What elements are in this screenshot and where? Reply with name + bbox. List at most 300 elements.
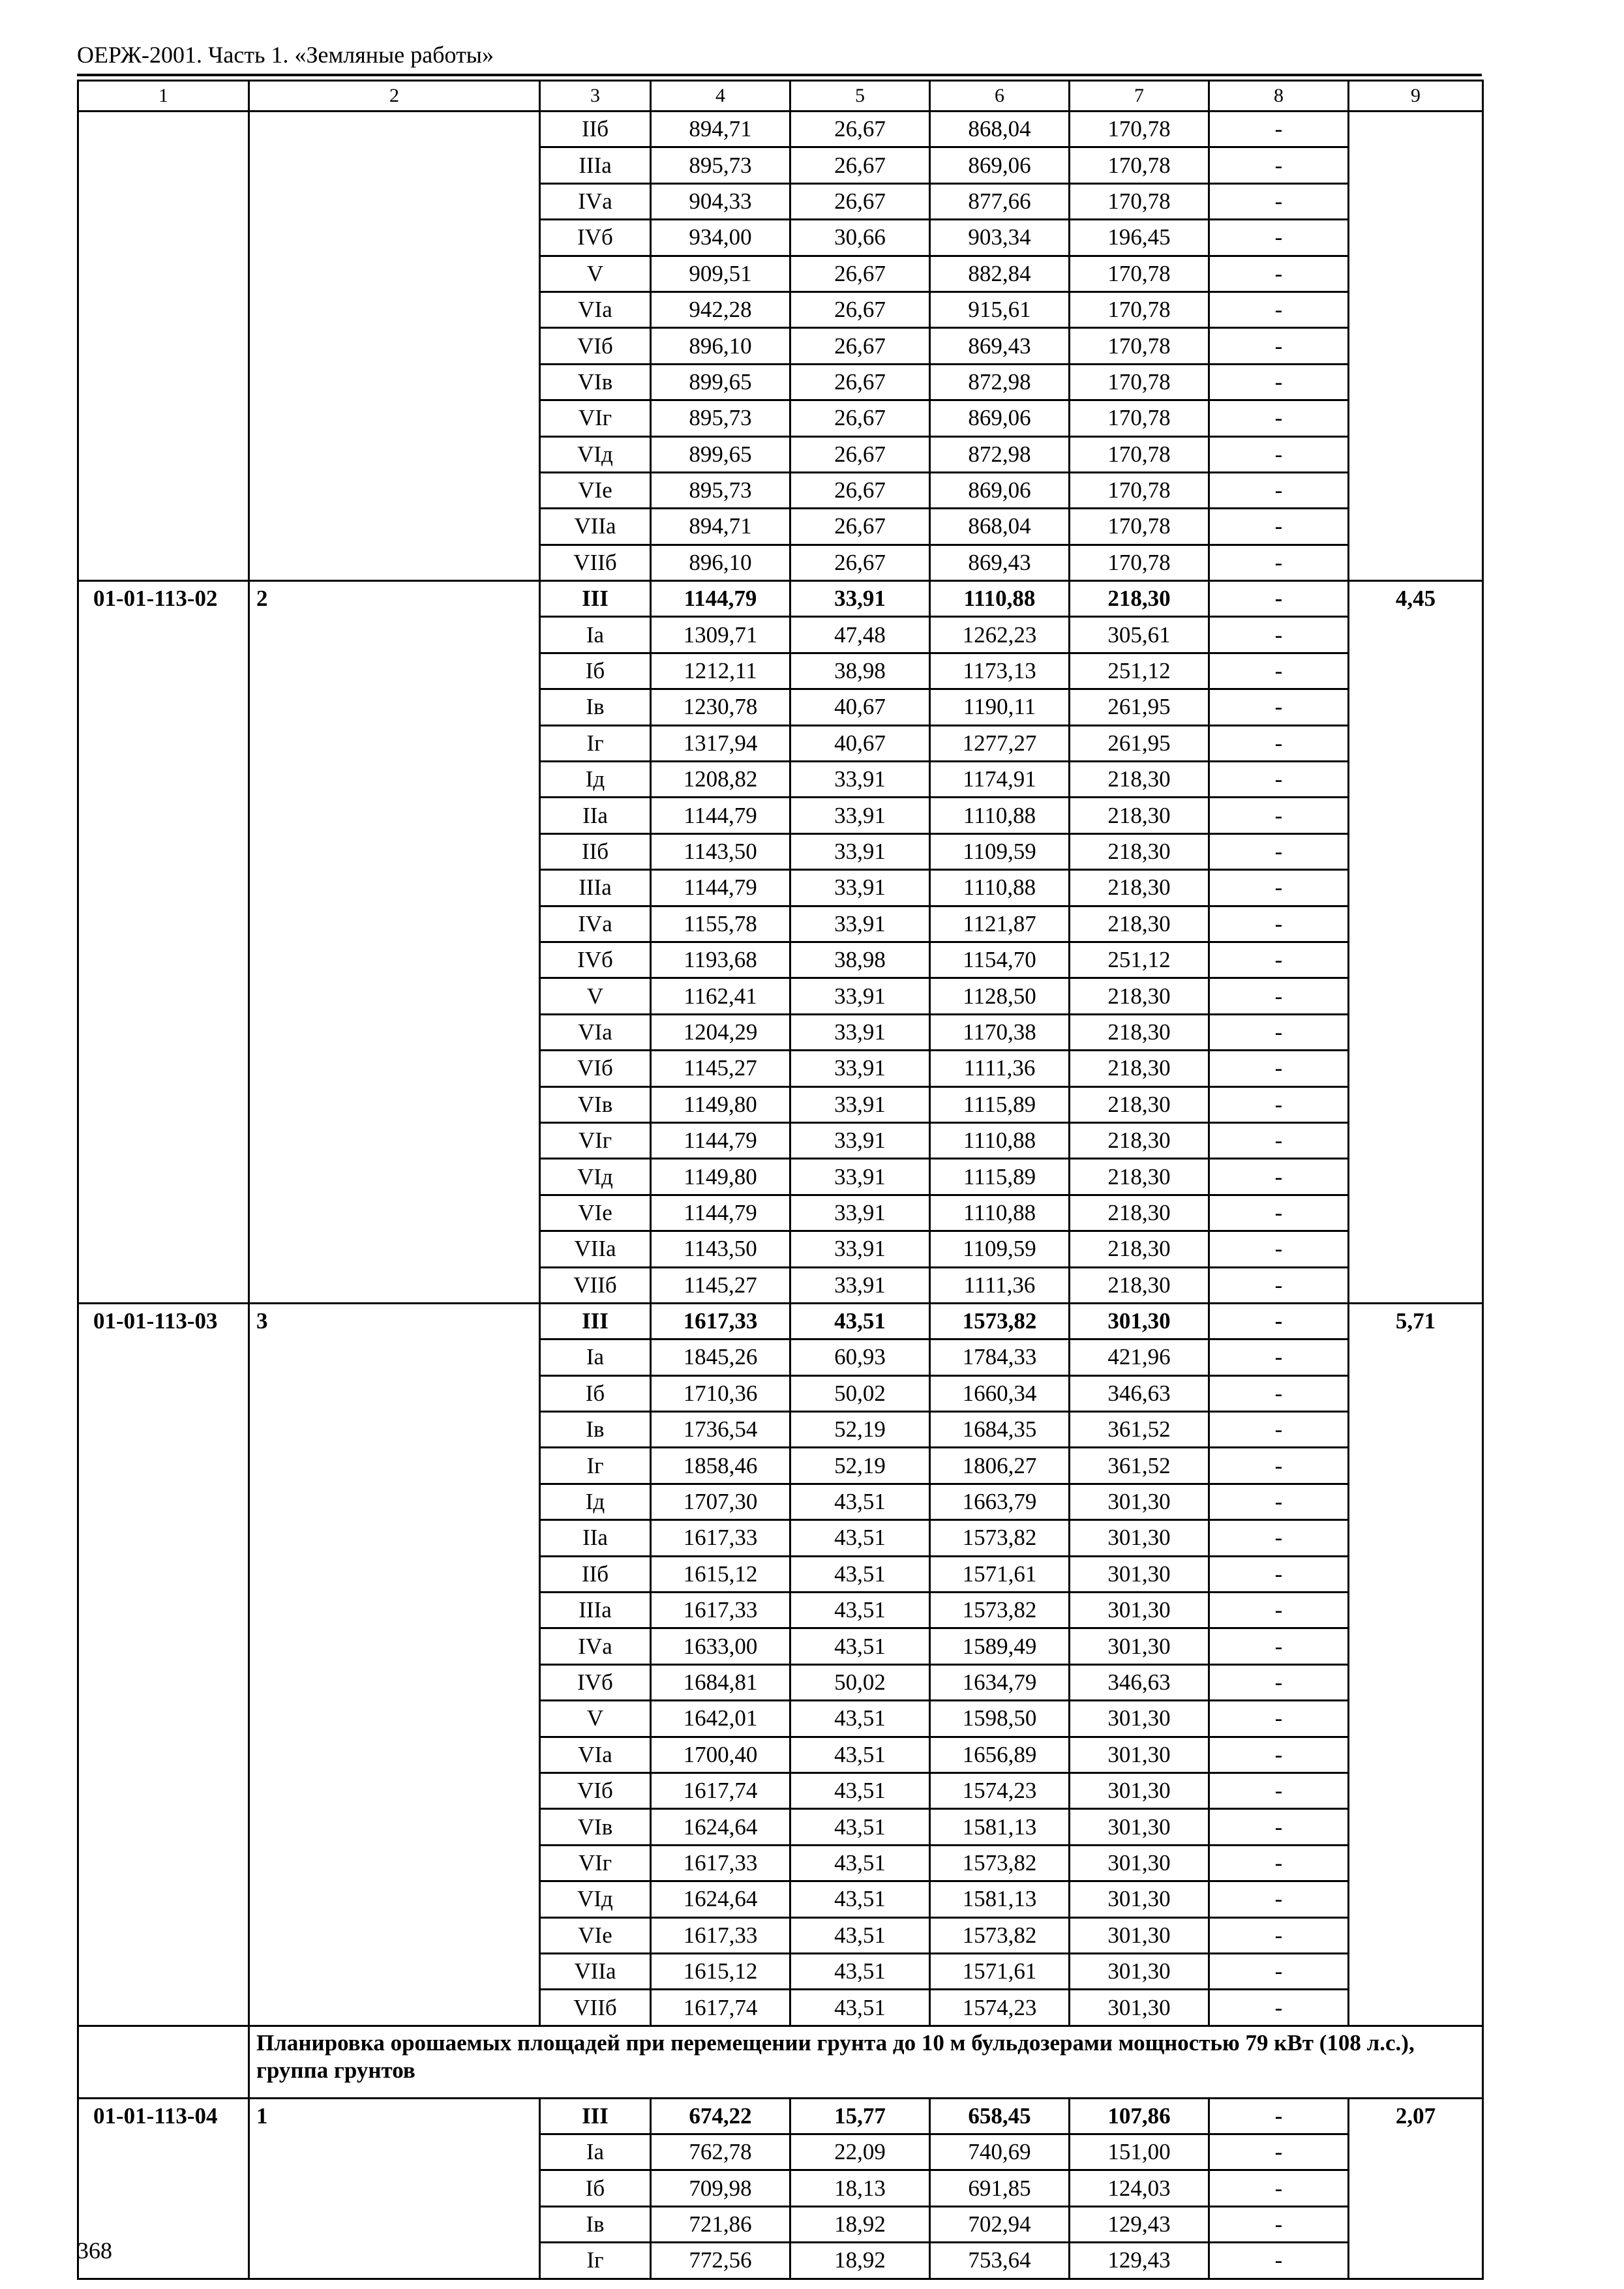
data-cell: VIв xyxy=(540,1086,651,1122)
data-cell: VIг xyxy=(540,400,651,436)
data-cell: 196,45 xyxy=(1070,220,1209,256)
data-cell: 1581,13 xyxy=(930,1809,1070,1845)
data-cell: IVб xyxy=(540,220,651,256)
data-cell: VIг xyxy=(540,1845,651,1881)
data-cell: 301,30 xyxy=(1070,1593,1209,1628)
data-cell: 301,30 xyxy=(1070,1990,1209,2026)
data-cell: 1262,23 xyxy=(930,617,1070,653)
data-cell: 877,66 xyxy=(930,183,1070,219)
data-cell: VIа xyxy=(540,1014,651,1050)
data-cell: 1110,88 xyxy=(930,870,1070,906)
data-cell: 33,91 xyxy=(790,1122,930,1158)
table-row xyxy=(78,2098,1483,2134)
data-cell: 33,91 xyxy=(790,1267,930,1303)
data-cell: - xyxy=(1209,762,1349,798)
data-cell: 261,95 xyxy=(1070,689,1209,725)
data-cell: 22,09 xyxy=(790,2134,930,2170)
data-cell: 1581,13 xyxy=(930,1881,1070,1917)
data-cell: 218,30 xyxy=(1070,833,1209,869)
data-cell: 1806,27 xyxy=(930,1448,1070,1484)
data-cell: 1642,01 xyxy=(651,1701,790,1737)
data-cell: 868,04 xyxy=(930,112,1070,147)
data-cell: Iг xyxy=(540,1448,651,1484)
data-cell: 915,61 xyxy=(930,292,1070,327)
data-cell: Iг xyxy=(540,725,651,761)
data-cell: 1573,82 xyxy=(930,1520,1070,1556)
data-cell: 1173,13 xyxy=(930,653,1070,689)
data-cell: 1660,34 xyxy=(930,1375,1070,1411)
data-cell: - xyxy=(1209,833,1349,869)
data-cell: - xyxy=(1209,870,1349,906)
data-cell: 26,67 xyxy=(790,364,930,400)
data-cell: Iд xyxy=(540,1484,651,1519)
data-cell: 301,30 xyxy=(1070,1556,1209,1592)
data-cell: 26,67 xyxy=(790,472,930,508)
data-cell: VIд xyxy=(540,436,651,472)
data-cell: 170,78 xyxy=(1070,147,1209,183)
data-cell: 1634,79 xyxy=(930,1664,1070,1700)
data-cell: 52,19 xyxy=(790,1412,930,1448)
data-cell: 869,06 xyxy=(930,147,1070,183)
data-cell: 1121,87 xyxy=(930,906,1070,942)
data-cell: 1656,89 xyxy=(930,1737,1070,1773)
data-cell: 1617,33 xyxy=(651,1917,790,1953)
data-cell: - xyxy=(1209,689,1349,725)
data-cell: 26,67 xyxy=(790,400,930,436)
data-cell: 869,43 xyxy=(930,545,1070,580)
data-cell: 1111,36 xyxy=(930,1051,1070,1086)
data-cell: 26,67 xyxy=(790,328,930,364)
data-cell: 301,30 xyxy=(1070,1881,1209,1917)
data-cell: 218,30 xyxy=(1070,581,1209,617)
data-cell: Iг xyxy=(540,2243,651,2279)
data-cell: III xyxy=(540,1303,651,1339)
data-cell: VIг xyxy=(540,1122,651,1158)
data-cell: 170,78 xyxy=(1070,112,1209,147)
data-cell: IVб xyxy=(540,1664,651,1700)
data-cell: 43,51 xyxy=(790,1917,930,1953)
data-cell: - xyxy=(1209,1339,1349,1375)
data-cell: VIIб xyxy=(540,545,651,580)
section-title: Планировка орошаемых площадей при перемещении грунта до 10 м бульдозерами мощностью 79 кВт (108 л.с.), группа грунтов xyxy=(249,2026,1483,2098)
data-cell: 170,78 xyxy=(1070,292,1209,327)
data-cell: - xyxy=(1209,2206,1349,2242)
data-cell: 361,52 xyxy=(1070,1448,1209,1484)
data-cell: 43,51 xyxy=(790,1556,930,1592)
data-cell: 1109,59 xyxy=(930,833,1070,869)
data-cell: 301,30 xyxy=(1070,1809,1209,1845)
data-cell: - xyxy=(1209,906,1349,942)
data-cell: 1573,82 xyxy=(930,1917,1070,1953)
data-cell: 129,43 xyxy=(1070,2206,1209,2242)
data-cell: VIIб xyxy=(540,1267,651,1303)
data-cell: 1684,35 xyxy=(930,1412,1070,1448)
data-cell: 107,86 xyxy=(1070,2098,1209,2134)
data-cell: - xyxy=(1209,1701,1349,1737)
data-cell: VIб xyxy=(540,1773,651,1808)
data-cell: - xyxy=(1209,581,1349,617)
data-cell: IVа xyxy=(540,183,651,219)
data-cell: - xyxy=(1209,436,1349,472)
data-cell: 170,78 xyxy=(1070,400,1209,436)
data-cell: 26,67 xyxy=(790,436,930,472)
data-cell: 301,30 xyxy=(1070,1917,1209,1953)
code-cell: 01-01-113-02 xyxy=(78,581,249,1304)
data-cell: 43,51 xyxy=(790,1953,930,1989)
data-cell: 1149,80 xyxy=(651,1086,790,1122)
data-cell: 18,92 xyxy=(790,2243,930,2279)
data-cell: - xyxy=(1209,1231,1349,1267)
data-cell: 301,30 xyxy=(1070,1628,1209,1664)
data-cell: V xyxy=(540,978,651,1014)
data-cell: 18,13 xyxy=(790,2170,930,2206)
data-cell: - xyxy=(1209,2170,1349,2206)
data-cell: - xyxy=(1209,1014,1349,1050)
data-cell: - xyxy=(1209,1412,1349,1448)
data-cell: IIб xyxy=(540,112,651,147)
data-cell: 1155,78 xyxy=(651,906,790,942)
data-cell: VIб xyxy=(540,1051,651,1086)
code-cell: 01-01-113-03 xyxy=(78,1303,249,2026)
data-cell: 1208,82 xyxy=(651,762,790,798)
data-cell: 33,91 xyxy=(790,1086,930,1122)
data-cell: 1663,79 xyxy=(930,1484,1070,1519)
column-number: 9 xyxy=(1349,81,1483,112)
data-cell: 60,93 xyxy=(790,1339,930,1375)
data-cell: 26,67 xyxy=(790,112,930,147)
data-cell: IVа xyxy=(540,1628,651,1664)
data-cell: - xyxy=(1209,1593,1349,1628)
data-cell: 1684,81 xyxy=(651,1664,790,1700)
data-cell: - xyxy=(1209,1303,1349,1339)
data-cell: VIIа xyxy=(540,1231,651,1267)
data-cell: IIIа xyxy=(540,1593,651,1628)
data-cell: 762,78 xyxy=(651,2134,790,2170)
data-cell: 753,64 xyxy=(930,2243,1070,2279)
data-cell: 38,98 xyxy=(790,942,930,978)
data-cell: VIе xyxy=(540,1195,651,1231)
data-cell: - xyxy=(1209,1195,1349,1231)
data-cell: - xyxy=(1209,1375,1349,1411)
data-cell: 740,69 xyxy=(930,2134,1070,2170)
data-cell: 170,78 xyxy=(1070,183,1209,219)
column-number: 6 xyxy=(930,81,1070,112)
data-cell: 170,78 xyxy=(1070,436,1209,472)
data-cell: 872,98 xyxy=(930,364,1070,400)
data-cell: 50,02 xyxy=(790,1664,930,1700)
data-cell: Iб xyxy=(540,2170,651,2206)
data-cell: Iа xyxy=(540,1339,651,1375)
data-cell: 40,67 xyxy=(790,689,930,725)
data-cell: - xyxy=(1209,147,1349,183)
data-cell: IVа xyxy=(540,906,651,942)
section-title-row xyxy=(78,2026,1483,2098)
data-cell: VIе xyxy=(540,1917,651,1953)
data-cell: - xyxy=(1209,2243,1349,2279)
data-cell: 38,98 xyxy=(790,653,930,689)
data-cell: 1571,61 xyxy=(930,1953,1070,1989)
data-cell: 869,43 xyxy=(930,328,1070,364)
column-number: 3 xyxy=(540,81,651,112)
data-cell: IIа xyxy=(540,798,651,833)
data-cell: 33,91 xyxy=(790,798,930,833)
data-cell: IIIа xyxy=(540,870,651,906)
data-cell: 1589,49 xyxy=(930,1628,1070,1664)
data-cell: 909,51 xyxy=(651,256,790,292)
data-cell: - xyxy=(1209,364,1349,400)
data-cell: 869,06 xyxy=(930,400,1070,436)
data-cell: 301,30 xyxy=(1070,1773,1209,1808)
data-cell: 30,66 xyxy=(790,220,930,256)
data-cell: 124,03 xyxy=(1070,2170,1209,2206)
table-row xyxy=(78,112,1483,147)
data-cell: 346,63 xyxy=(1070,1375,1209,1411)
data-cell: - xyxy=(1209,1845,1349,1881)
data-cell: 218,30 xyxy=(1070,1014,1209,1050)
data-cell: 33,91 xyxy=(790,906,930,942)
data-cell: 218,30 xyxy=(1070,798,1209,833)
data-cell: 43,51 xyxy=(790,1881,930,1917)
data-cell: - xyxy=(1209,2134,1349,2170)
data-cell: - xyxy=(1209,2098,1349,2134)
data-cell: - xyxy=(1209,1881,1349,1917)
data-cell: 26,67 xyxy=(790,183,930,219)
data-cell: VIв xyxy=(540,364,651,400)
data-cell: 43,51 xyxy=(790,1593,930,1628)
page-number: 368 xyxy=(77,2237,112,2264)
data-cell: 33,91 xyxy=(790,833,930,869)
data-cell: 899,65 xyxy=(651,436,790,472)
data-cell: 1144,79 xyxy=(651,870,790,906)
data-cell: 151,00 xyxy=(1070,2134,1209,2170)
data-cell: 1190,11 xyxy=(930,689,1070,725)
data-cell: - xyxy=(1209,1556,1349,1592)
data-cell: 1858,46 xyxy=(651,1448,790,1484)
data-cell: - xyxy=(1209,400,1349,436)
data-cell: 170,78 xyxy=(1070,256,1209,292)
section-spacer xyxy=(78,2026,249,2098)
data-cell: 904,33 xyxy=(651,183,790,219)
data-cell: III xyxy=(540,2098,651,2134)
data-cell: 1145,27 xyxy=(651,1051,790,1086)
data-cell: 1624,64 xyxy=(651,1881,790,1917)
data-cell: 1700,40 xyxy=(651,1737,790,1773)
data-cell: IVб xyxy=(540,942,651,978)
data-cell: 52,19 xyxy=(790,1448,930,1484)
data-cell: - xyxy=(1209,1953,1349,1989)
data-cell: 50,02 xyxy=(790,1375,930,1411)
data-cell: 18,92 xyxy=(790,2206,930,2242)
data-cell: 1617,33 xyxy=(651,1593,790,1628)
data-cell: - xyxy=(1209,1267,1349,1303)
data-cell: - xyxy=(1209,472,1349,508)
data-cell: VIе xyxy=(540,472,651,508)
data-cell: 43,51 xyxy=(790,1701,930,1737)
data-cell: 1111,36 xyxy=(930,1267,1070,1303)
data-cell: 1845,26 xyxy=(651,1339,790,1375)
data-cell: 882,84 xyxy=(930,256,1070,292)
data-cell: 1144,79 xyxy=(651,581,790,617)
page-header: ОЕРЖ-2001. Часть 1. «Земляные работы» xyxy=(77,42,494,68)
data-cell: 1193,68 xyxy=(651,942,790,978)
data-cell: 218,30 xyxy=(1070,1231,1209,1267)
data-cell: VIа xyxy=(540,292,651,327)
code-cell xyxy=(78,112,249,581)
table-row xyxy=(78,581,1483,617)
data-cell: 43,51 xyxy=(790,1303,930,1339)
table-body xyxy=(78,81,1483,2279)
data-cell: 1573,82 xyxy=(930,1593,1070,1628)
data-cell: 251,12 xyxy=(1070,653,1209,689)
column-number: 7 xyxy=(1070,81,1209,112)
data-cell: 218,30 xyxy=(1070,906,1209,942)
data-cell: Iв xyxy=(540,1412,651,1448)
data-cell: 1277,27 xyxy=(930,725,1070,761)
data-cell: 1574,23 xyxy=(930,1990,1070,2026)
data-cell: 1149,80 xyxy=(651,1159,790,1195)
data-cell: 1144,79 xyxy=(651,1122,790,1158)
data-cell: 33,91 xyxy=(790,1231,930,1267)
data-cell: 218,30 xyxy=(1070,1122,1209,1158)
data-cell: 33,91 xyxy=(790,870,930,906)
data-cell: 1784,33 xyxy=(930,1339,1070,1375)
data-cell: 218,30 xyxy=(1070,870,1209,906)
data-cell: 1110,88 xyxy=(930,1195,1070,1231)
data-cell: - xyxy=(1209,1773,1349,1808)
data-cell: - xyxy=(1209,798,1349,833)
data-cell: 1710,36 xyxy=(651,1375,790,1411)
data-cell: 301,30 xyxy=(1070,1520,1209,1556)
data-cell: 26,67 xyxy=(790,147,930,183)
data-cell: 869,06 xyxy=(930,472,1070,508)
data-cell: 43,51 xyxy=(790,1520,930,1556)
column-number: 2 xyxy=(249,81,540,112)
table-row xyxy=(78,1303,1483,1339)
data-cell: 33,91 xyxy=(790,581,930,617)
data-cell: 43,51 xyxy=(790,1990,930,2026)
data-cell: 1633,00 xyxy=(651,1628,790,1664)
data-cell: 218,30 xyxy=(1070,1086,1209,1122)
data-cell: 43,51 xyxy=(790,1628,930,1664)
data-cell: 218,30 xyxy=(1070,1159,1209,1195)
data-cell: 1110,88 xyxy=(930,1122,1070,1158)
data-cell: - xyxy=(1209,1917,1349,1953)
data-cell: - xyxy=(1209,1664,1349,1700)
data-cell: 1736,54 xyxy=(651,1412,790,1448)
data-cell: 772,56 xyxy=(651,2243,790,2279)
data-cell: - xyxy=(1209,256,1349,292)
data-cell: 868,04 xyxy=(930,509,1070,545)
data-cell: 301,30 xyxy=(1070,1953,1209,1989)
data-cell: 170,78 xyxy=(1070,472,1209,508)
data-cell: VIб xyxy=(540,328,651,364)
column-number: 1 xyxy=(78,81,249,112)
data-cell: 1617,33 xyxy=(651,1303,790,1339)
data-cell: 721,86 xyxy=(651,2206,790,2242)
data-cell: 1617,74 xyxy=(651,1773,790,1808)
data-cell: 934,00 xyxy=(651,220,790,256)
data-cell: VIIа xyxy=(540,509,651,545)
data-cell: 346,63 xyxy=(1070,1664,1209,1700)
data-cell: 301,30 xyxy=(1070,1737,1209,1773)
data-cell: 1170,38 xyxy=(930,1014,1070,1050)
data-cell: 218,30 xyxy=(1070,978,1209,1014)
total-cell: 5,71 xyxy=(1349,1303,1483,2026)
data-cell: - xyxy=(1209,725,1349,761)
data-cell: - xyxy=(1209,942,1349,978)
data-cell: - xyxy=(1209,1051,1349,1086)
data-cell: 361,52 xyxy=(1070,1412,1209,1448)
data-cell: - xyxy=(1209,509,1349,545)
data-cell: 1615,12 xyxy=(651,1953,790,1989)
data-cell: 903,34 xyxy=(930,220,1070,256)
data-cell: 674,22 xyxy=(651,2098,790,2134)
data-cell: - xyxy=(1209,1122,1349,1158)
data-cell: V xyxy=(540,1701,651,1737)
data-cell: 43,51 xyxy=(790,1773,930,1808)
column-number: 5 xyxy=(790,81,930,112)
data-cell: 1571,61 xyxy=(930,1556,1070,1592)
data-cell: - xyxy=(1209,292,1349,327)
data-cell: 26,67 xyxy=(790,545,930,580)
data-cell: 1615,12 xyxy=(651,1556,790,1592)
data-cell: 43,51 xyxy=(790,1845,930,1881)
data-cell: 1309,71 xyxy=(651,617,790,653)
data-cell: IIб xyxy=(540,1556,651,1592)
data-cell: 33,91 xyxy=(790,762,930,798)
data-cell: 894,71 xyxy=(651,112,790,147)
data-cell: - xyxy=(1209,183,1349,219)
data-cell: 894,71 xyxy=(651,509,790,545)
header-rule xyxy=(77,74,1482,76)
data-cell: 33,91 xyxy=(790,1014,930,1050)
data-cell: 170,78 xyxy=(1070,328,1209,364)
data-cell: Iд xyxy=(540,762,651,798)
data-cell: 33,91 xyxy=(790,1195,930,1231)
data-cell: VIд xyxy=(540,1159,651,1195)
data-cell: - xyxy=(1209,617,1349,653)
data-cell: - xyxy=(1209,1159,1349,1195)
data-cell: VIв xyxy=(540,1809,651,1845)
data-cell: 1317,94 xyxy=(651,725,790,761)
data-cell: 1230,78 xyxy=(651,689,790,725)
data-cell: 218,30 xyxy=(1070,1051,1209,1086)
data-cell: VIд xyxy=(540,1881,651,1917)
data-cell: 43,51 xyxy=(790,1809,930,1845)
total-cell: 4,45 xyxy=(1349,581,1483,1304)
data-cell: 15,77 xyxy=(790,2098,930,2134)
data-cell: - xyxy=(1209,1809,1349,1845)
column-number-row xyxy=(78,81,1483,112)
data-cell: 1174,91 xyxy=(930,762,1070,798)
data-cell: Iб xyxy=(540,1375,651,1411)
data-cell: 43,51 xyxy=(790,1737,930,1773)
data-cell: 47,48 xyxy=(790,617,930,653)
data-cell: VIIб xyxy=(540,1990,651,2026)
data-cell: - xyxy=(1209,653,1349,689)
data-cell: 1598,50 xyxy=(930,1701,1070,1737)
data-cell: - xyxy=(1209,978,1349,1014)
data-cell: - xyxy=(1209,1737,1349,1773)
data-cell: 1154,70 xyxy=(930,942,1070,978)
data-cell: 1143,50 xyxy=(651,833,790,869)
data-cell: VIIа xyxy=(540,1953,651,1989)
number-cell xyxy=(249,112,540,581)
data-cell: 301,30 xyxy=(1070,1701,1209,1737)
code-cell: 01-01-113-04 xyxy=(78,2098,249,2279)
data-cell: 1110,88 xyxy=(930,798,1070,833)
data-cell: 218,30 xyxy=(1070,762,1209,798)
